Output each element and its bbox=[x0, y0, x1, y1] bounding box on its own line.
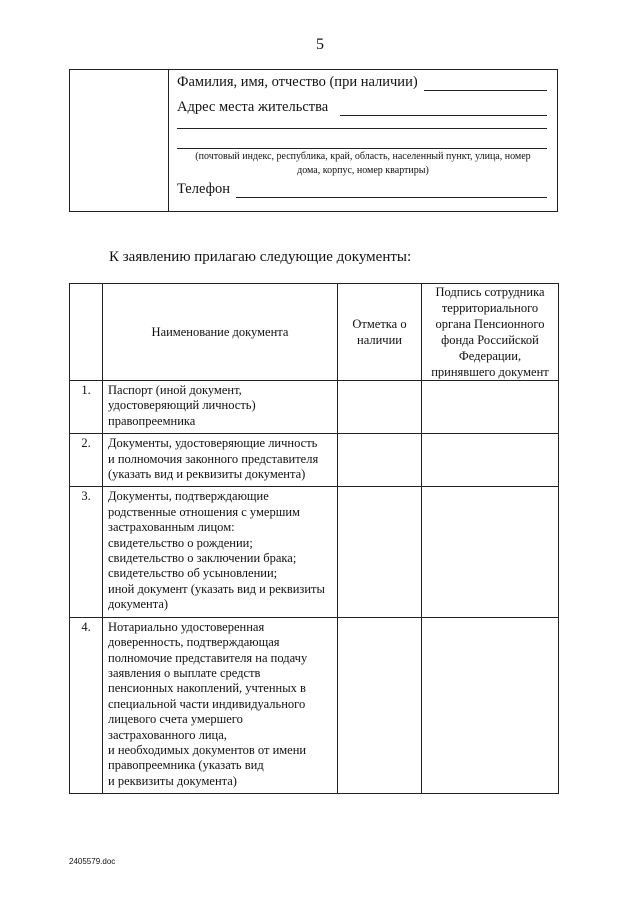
row-text-line: удостоверяющий личность) bbox=[108, 398, 256, 413]
row-text-line: родственные отношения с умершим bbox=[108, 504, 300, 519]
row-text-line: лицевого счета умершего bbox=[108, 712, 243, 727]
row-document-name bbox=[103, 434, 338, 487]
header-signature bbox=[422, 284, 559, 381]
address-line-2[interactable] bbox=[177, 128, 547, 129]
row-number: 3. bbox=[70, 487, 103, 617]
fio-field-row bbox=[177, 74, 547, 91]
row-text-line: полномочие представителя на подачу bbox=[108, 650, 308, 665]
row-mark-cell[interactable] bbox=[338, 434, 422, 487]
header-number bbox=[70, 284, 103, 381]
row-text-line: Документы, подтверждающие bbox=[108, 489, 269, 504]
table-header-row bbox=[70, 284, 559, 381]
address-line-3[interactable] bbox=[177, 148, 547, 149]
phone-label: Телефон bbox=[177, 181, 230, 197]
header-mark bbox=[338, 284, 422, 381]
row-mark-cell[interactable] bbox=[338, 381, 422, 434]
row-text-line: правопреемника (указать вид bbox=[108, 758, 264, 773]
phone-line[interactable] bbox=[236, 184, 547, 198]
page-number: 5 bbox=[316, 36, 324, 53]
row-number: 2. bbox=[70, 434, 103, 487]
row-text-line: документа) bbox=[108, 597, 169, 612]
table-row bbox=[70, 381, 559, 434]
row-document-name bbox=[103, 381, 338, 434]
row-text-line: и необходимых документов от имени bbox=[108, 742, 307, 757]
header-signature-line: Федерации, bbox=[458, 349, 522, 363]
header-mark-line: наличии bbox=[357, 333, 402, 347]
row-text-line: и полномочия законного представителя bbox=[108, 451, 319, 466]
row-mark-cell[interactable] bbox=[338, 617, 422, 793]
row-text-line: и реквизиты документа) bbox=[108, 773, 237, 788]
address-label: Адрес места жительства bbox=[177, 99, 329, 115]
address-hint-line-2: дома, корпус, номер квартиры) bbox=[297, 165, 429, 176]
row-signature-cell[interactable] bbox=[422, 617, 559, 793]
row-text-line: свидетельство о рождении; bbox=[108, 535, 253, 550]
row-text-line: заявления о выплате средств bbox=[108, 665, 261, 680]
row-signature-cell[interactable] bbox=[422, 381, 559, 434]
row-text-line: Паспорт (иной документ, bbox=[108, 383, 242, 397]
fio-line[interactable] bbox=[424, 77, 547, 91]
row-mark-cell[interactable] bbox=[338, 487, 422, 617]
header-mark-line: Отметка о bbox=[352, 317, 407, 331]
row-text-line: застрахованного лица, bbox=[108, 727, 227, 742]
row-text-line: правопреемника bbox=[108, 413, 196, 428]
phone-field-row bbox=[177, 181, 547, 198]
row-number: 4. bbox=[70, 617, 103, 793]
applicant-box-empty-cell bbox=[70, 70, 169, 211]
documents-table bbox=[69, 283, 559, 794]
table-row bbox=[70, 434, 559, 487]
row-text-line: пенсионных накоплений, учтенных в bbox=[108, 681, 306, 696]
document-file-name: 2405579.doc bbox=[69, 857, 116, 866]
row-text-line: доверенность, подтверждающая bbox=[108, 635, 280, 650]
row-text-line: специальной части индивидуального bbox=[108, 696, 306, 711]
row-signature-cell[interactable] bbox=[422, 434, 559, 487]
row-number: 1. bbox=[70, 381, 103, 434]
header-signature-line: принявшего документ bbox=[431, 365, 549, 379]
row-text-line: Нотариально удостоверенная bbox=[108, 619, 265, 634]
row-document-name bbox=[103, 487, 338, 617]
header-signature-line: фонда Российской bbox=[441, 333, 539, 347]
attached-documents-intro: К заявлению прилагаю следующие документы: bbox=[109, 249, 412, 265]
row-signature-cell[interactable] bbox=[422, 487, 559, 617]
address-hint-line-1: (почтовый индекс, республика, край, область, населенный пункт, улица, номер bbox=[195, 151, 531, 162]
header-signature-line: органа Пенсионного bbox=[435, 317, 545, 331]
row-text-line: Документы, удостоверяющие личность bbox=[108, 436, 318, 451]
header-signature-line: территориального bbox=[441, 301, 539, 315]
address-field-row bbox=[177, 99, 547, 116]
row-document-name bbox=[103, 617, 338, 793]
address-hint bbox=[175, 150, 551, 178]
fio-label: Фамилия, имя, отчество (при наличии) bbox=[177, 74, 418, 90]
address-line[interactable] bbox=[340, 102, 547, 116]
row-text-line: свидетельство об усыновлении; bbox=[108, 566, 278, 581]
header-document-name: Наименование документа bbox=[103, 284, 338, 381]
row-text-line: свидетельство о заключении брака; bbox=[108, 551, 297, 566]
row-text-line: иной документ (указать вид и реквизиты bbox=[108, 581, 325, 596]
row-text-line: (указать вид и реквизиты документа) bbox=[108, 467, 306, 482]
header-signature-line: Подпись сотрудника bbox=[435, 285, 545, 299]
table-row bbox=[70, 617, 559, 793]
row-text-line: застрахованным лицом: bbox=[108, 520, 235, 535]
applicant-info-box bbox=[69, 69, 558, 212]
table-row bbox=[70, 487, 559, 617]
applicant-box-fields bbox=[169, 70, 557, 211]
